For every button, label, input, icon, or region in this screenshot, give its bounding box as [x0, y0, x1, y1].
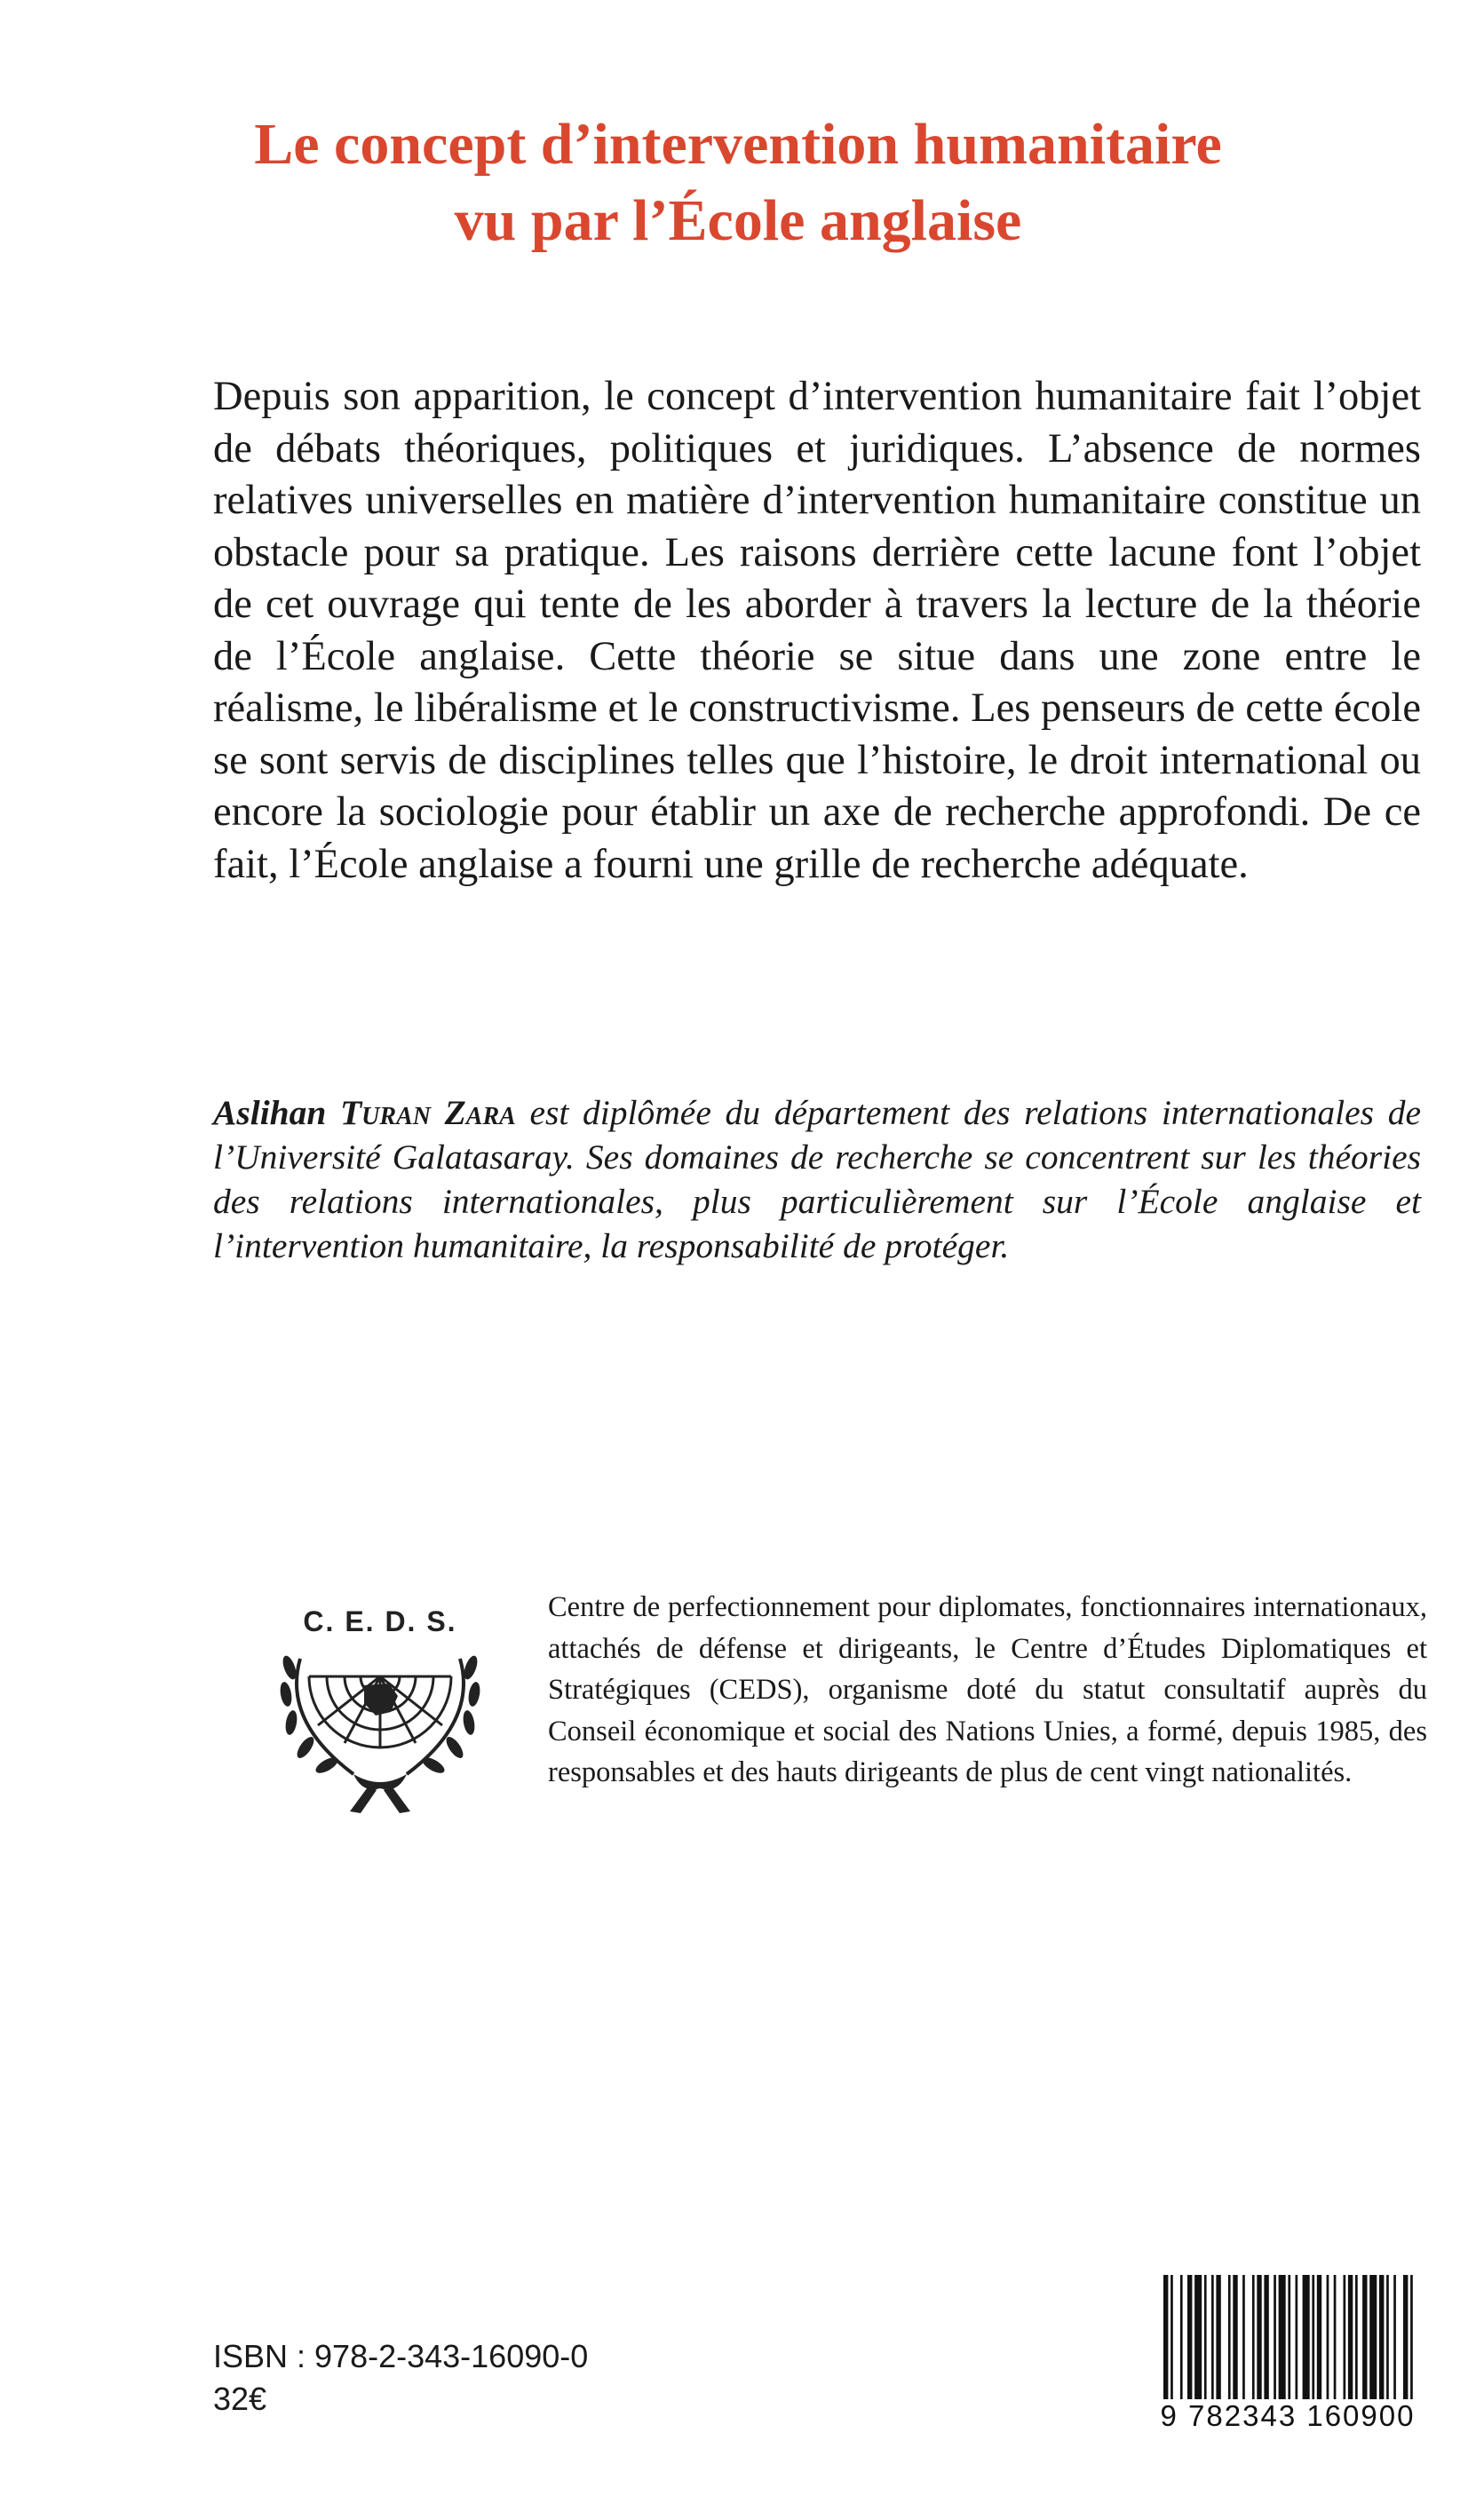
author-name [213, 1093, 516, 1132]
barcode-bar [1327, 2275, 1329, 2399]
barcode-bar [1264, 2275, 1268, 2399]
barcode-bar [1257, 2275, 1261, 2399]
barcode-bar [1303, 2275, 1310, 2399]
barcode-bar [1274, 2275, 1276, 2399]
barcode-bar [1362, 2275, 1367, 2399]
barcode-bar [1170, 2275, 1173, 2417]
barcode-bar [1288, 2275, 1290, 2399]
barcode-bar [1252, 2275, 1255, 2399]
barcode-bar [1194, 2275, 1202, 2399]
barcode-bar [1216, 2275, 1220, 2399]
barcode-bar [1312, 2275, 1314, 2399]
barcode-bar [1279, 2275, 1286, 2399]
barcode-bar [1344, 2275, 1346, 2399]
isbn: ISBN : 978-2-343-16090-0 [213, 2338, 589, 2374]
book-title [107, 107, 1369, 259]
author-bio-text: est diplômée du département des relations internationales de l’Université Galatasaray. Ses domaines de recherche se concentrent sur les théories des relations internationales, plus particulièrement sur l’École anglaise et l’intervention humanitaire, la responsabilité de protéger. [213, 1093, 1421, 1265]
author-last-name: Turan Zara [340, 1093, 516, 1132]
barcode-bar [1379, 2275, 1384, 2399]
barcode-bar [1410, 2275, 1413, 2399]
author-bio [213, 1090, 1421, 1268]
barcode-bar [1242, 2275, 1245, 2399]
ceds-logo-text: C. E. D. S. [303, 1605, 457, 1637]
publisher-description: Centre de perfectionnement pour diplomates, fonctionnaires internationaux, attachés de défense et dirigeants, le Centre d’Études Diplomatiques et Stratégiques (CEDS), organisme doté du statut consultatif auprès du Conseil économique et social des Nations Unies, a formé, depuis 1985, des responsables et des hauts dirigeants de plus de cent vingt nationalités. [548, 1591, 1427, 1788]
ceds-logo [265, 1605, 496, 1827]
barcode-bar [1317, 2275, 1321, 2399]
title-line-1: Le concept d’intervention humanitaire [254, 112, 1222, 177]
barcode-bar [1403, 2275, 1408, 2399]
barcode-bar [1163, 2275, 1168, 2417]
author-first-name: Aslihan [213, 1093, 327, 1132]
barcode [1146, 2275, 1430, 2470]
barcode-bar [1355, 2275, 1358, 2399]
barcode-bar [1228, 2275, 1231, 2399]
globe-laurel-icon [265, 1641, 496, 1827]
barcode-number: 9 782343 160900 [1146, 2399, 1430, 2433]
barcode-bar [1369, 2275, 1377, 2399]
barcode-bar [1180, 2275, 1183, 2399]
barcode-bar [1296, 2275, 1298, 2399]
barcode-bar [1233, 2275, 1237, 2399]
barcode-bar [1211, 2275, 1214, 2399]
barcode-bar [1348, 2275, 1353, 2399]
barcode-bar [1334, 2275, 1337, 2399]
barcode-bar [1393, 2275, 1396, 2399]
price: 32€ [213, 2381, 267, 2417]
book-summary: Depuis son apparition, le concept d’intervention humanitaire fait l’objet de débats théoriques, politiques et juridiques. L’absence de normes relatives universelles en matière d’intervention humanitaire constitue un obstacle pour sa pratique. Les raisons derrière cette lacune font l’objet de cet ouvrage qui tente de les aborder à travers la lecture de la théorie de l’École anglaise. Cette théorie se situe dans une zone entre le réalisme, le libéralisme et le constructivisme. Les penseurs de cette école se sont servis de disciplines telles que l’histoire, le droit international ou encore la sociologie pour établir un axe de recherche approfondi. De ce fait, l’École anglaise a fourni une grille de recherche adéquate. [213, 374, 1421, 887]
title-line-2: vu par l’École anglaise [454, 188, 1022, 253]
barcode-bar [1386, 2275, 1389, 2399]
barcode-bar [1187, 2275, 1192, 2399]
barcode-bar [1204, 2275, 1207, 2399]
